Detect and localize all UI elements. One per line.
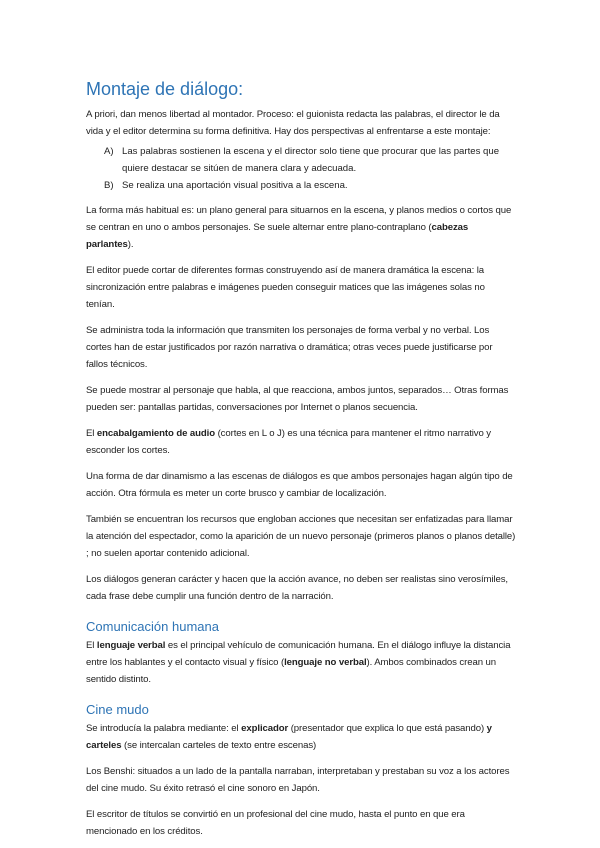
bold-term: cabezas parlantes: [86, 222, 469, 250]
list-item-text: Las palabras sostienen la escena y el director solo tiene que procurar que las partes que quiere destacar se sitúen de manera clara y adecuada.: [122, 146, 500, 174]
perspectives-list: [86, 143, 516, 194]
list-marker: A): [104, 146, 114, 157]
list-marker: B): [104, 180, 114, 191]
list-item-text: Se realiza una aportación visual positiva a la escena.: [122, 180, 348, 191]
paragraph-dinamismo: Una forma de dar dinamismo a las escenas de diálogos es que ambos personajes hagan algún tipo de acción. Otra fórmula es meter un corte brusco y cambiar de localización.: [86, 471, 513, 499]
paragraph-escritor: El escritor de títulos se convirtió en un profesional del cine mudo, hasta el punto en que era mencionado en los créditos.: [86, 809, 465, 837]
paragraph-comunicacion: El lenguaje verbal es el principal vehículo de comunicación humana. En el diálogo influye la distancia entre los hablantes y el contacto visual y físico (lenguaje no verbal). Ambos combinados crean un sentido distinto.: [86, 640, 511, 685]
page-title: Montaje de diálogo:: [86, 79, 244, 99]
paragraph-dialogos: Los diálogos generan carácter y hacen que la acción avance, no deben ser realistas sino verosímiles, cada frase debe cumplir una función dentro de la narración.: [86, 574, 508, 602]
bold-term: y carteles: [86, 723, 492, 751]
paragraph-explicador: Se introducía la palabra mediante: el explicador (presentador que explica lo que está pasando) y carteles (se intercalan carteles de texto entre escenas): [86, 723, 492, 751]
paragraph-editor: El editor puede cortar de diferentes formas construyendo así de manera dramática la escena: la sincronización entre palabras e imágenes pueden conseguir matices que las imágenes solas no tenían.: [86, 265, 485, 310]
bold-term: lenguaje no verbal: [284, 657, 367, 668]
intro-paragraph: A priori, dan menos libertad al montador. Proceso: el guionista redacta las palabras, el director le da vida y el editor determina su forma definitiva. Hay dos perspectivas al enfrentarse a este montaje:: [86, 109, 500, 137]
list-item: [86, 177, 516, 194]
paragraph-recursos: También se encuentran los recursos que engloban acciones que necesitan ser enfatizadas para llamar la atención del espectador, como la aparición de un nuevo personaje (primeros planos o planos detalle) ; no suelen aportar contenido adicional.: [86, 514, 516, 559]
paragraph-plano-contraplano: La forma más habitual es: un plano general para situarnos en la escena, y planos medios o cortos que se centran en uno o ambos personajes. Se suele alternar entre plano-contraplano (cabezas parlantes).: [86, 205, 512, 250]
paragraph-benshi: Los Benshi: situados a un lado de la pantalla narraban, interpretaban y prestaban su voz a los actores del cine mudo. Su éxito retrasó el cine sonoro en Japón.: [86, 766, 510, 794]
list-item: [86, 143, 516, 177]
paragraph-personaje: Se puede mostrar al personaje que habla, al que reacciona, ambos juntos, separados… Otras formas pueden ser: pantallas partidas, conversaciones por Internet o planos secuencia.: [86, 385, 509, 413]
section-heading-comunicacion: Comunicación humana: [86, 619, 219, 634]
bold-term: explicador: [241, 723, 289, 734]
paragraph-informacion: Se administra toda la información que transmiten los personajes de forma verbal y no verbal. Los cortes han de estar justificados por razón narrativa o dramática; otras veces puede justificarse por fallos técnicos.: [86, 325, 493, 370]
bold-term: encabalgamiento de audio: [96, 428, 215, 439]
bold-term: lenguaje verbal: [96, 640, 166, 651]
paragraph-encabalgamiento: El encabalgamiento de audio (cortes en L o J) es una técnica para mantener el ritmo narrativo y esconder los cortes.: [86, 428, 491, 456]
section-heading-cine-mudo: Cine mudo: [86, 702, 149, 717]
